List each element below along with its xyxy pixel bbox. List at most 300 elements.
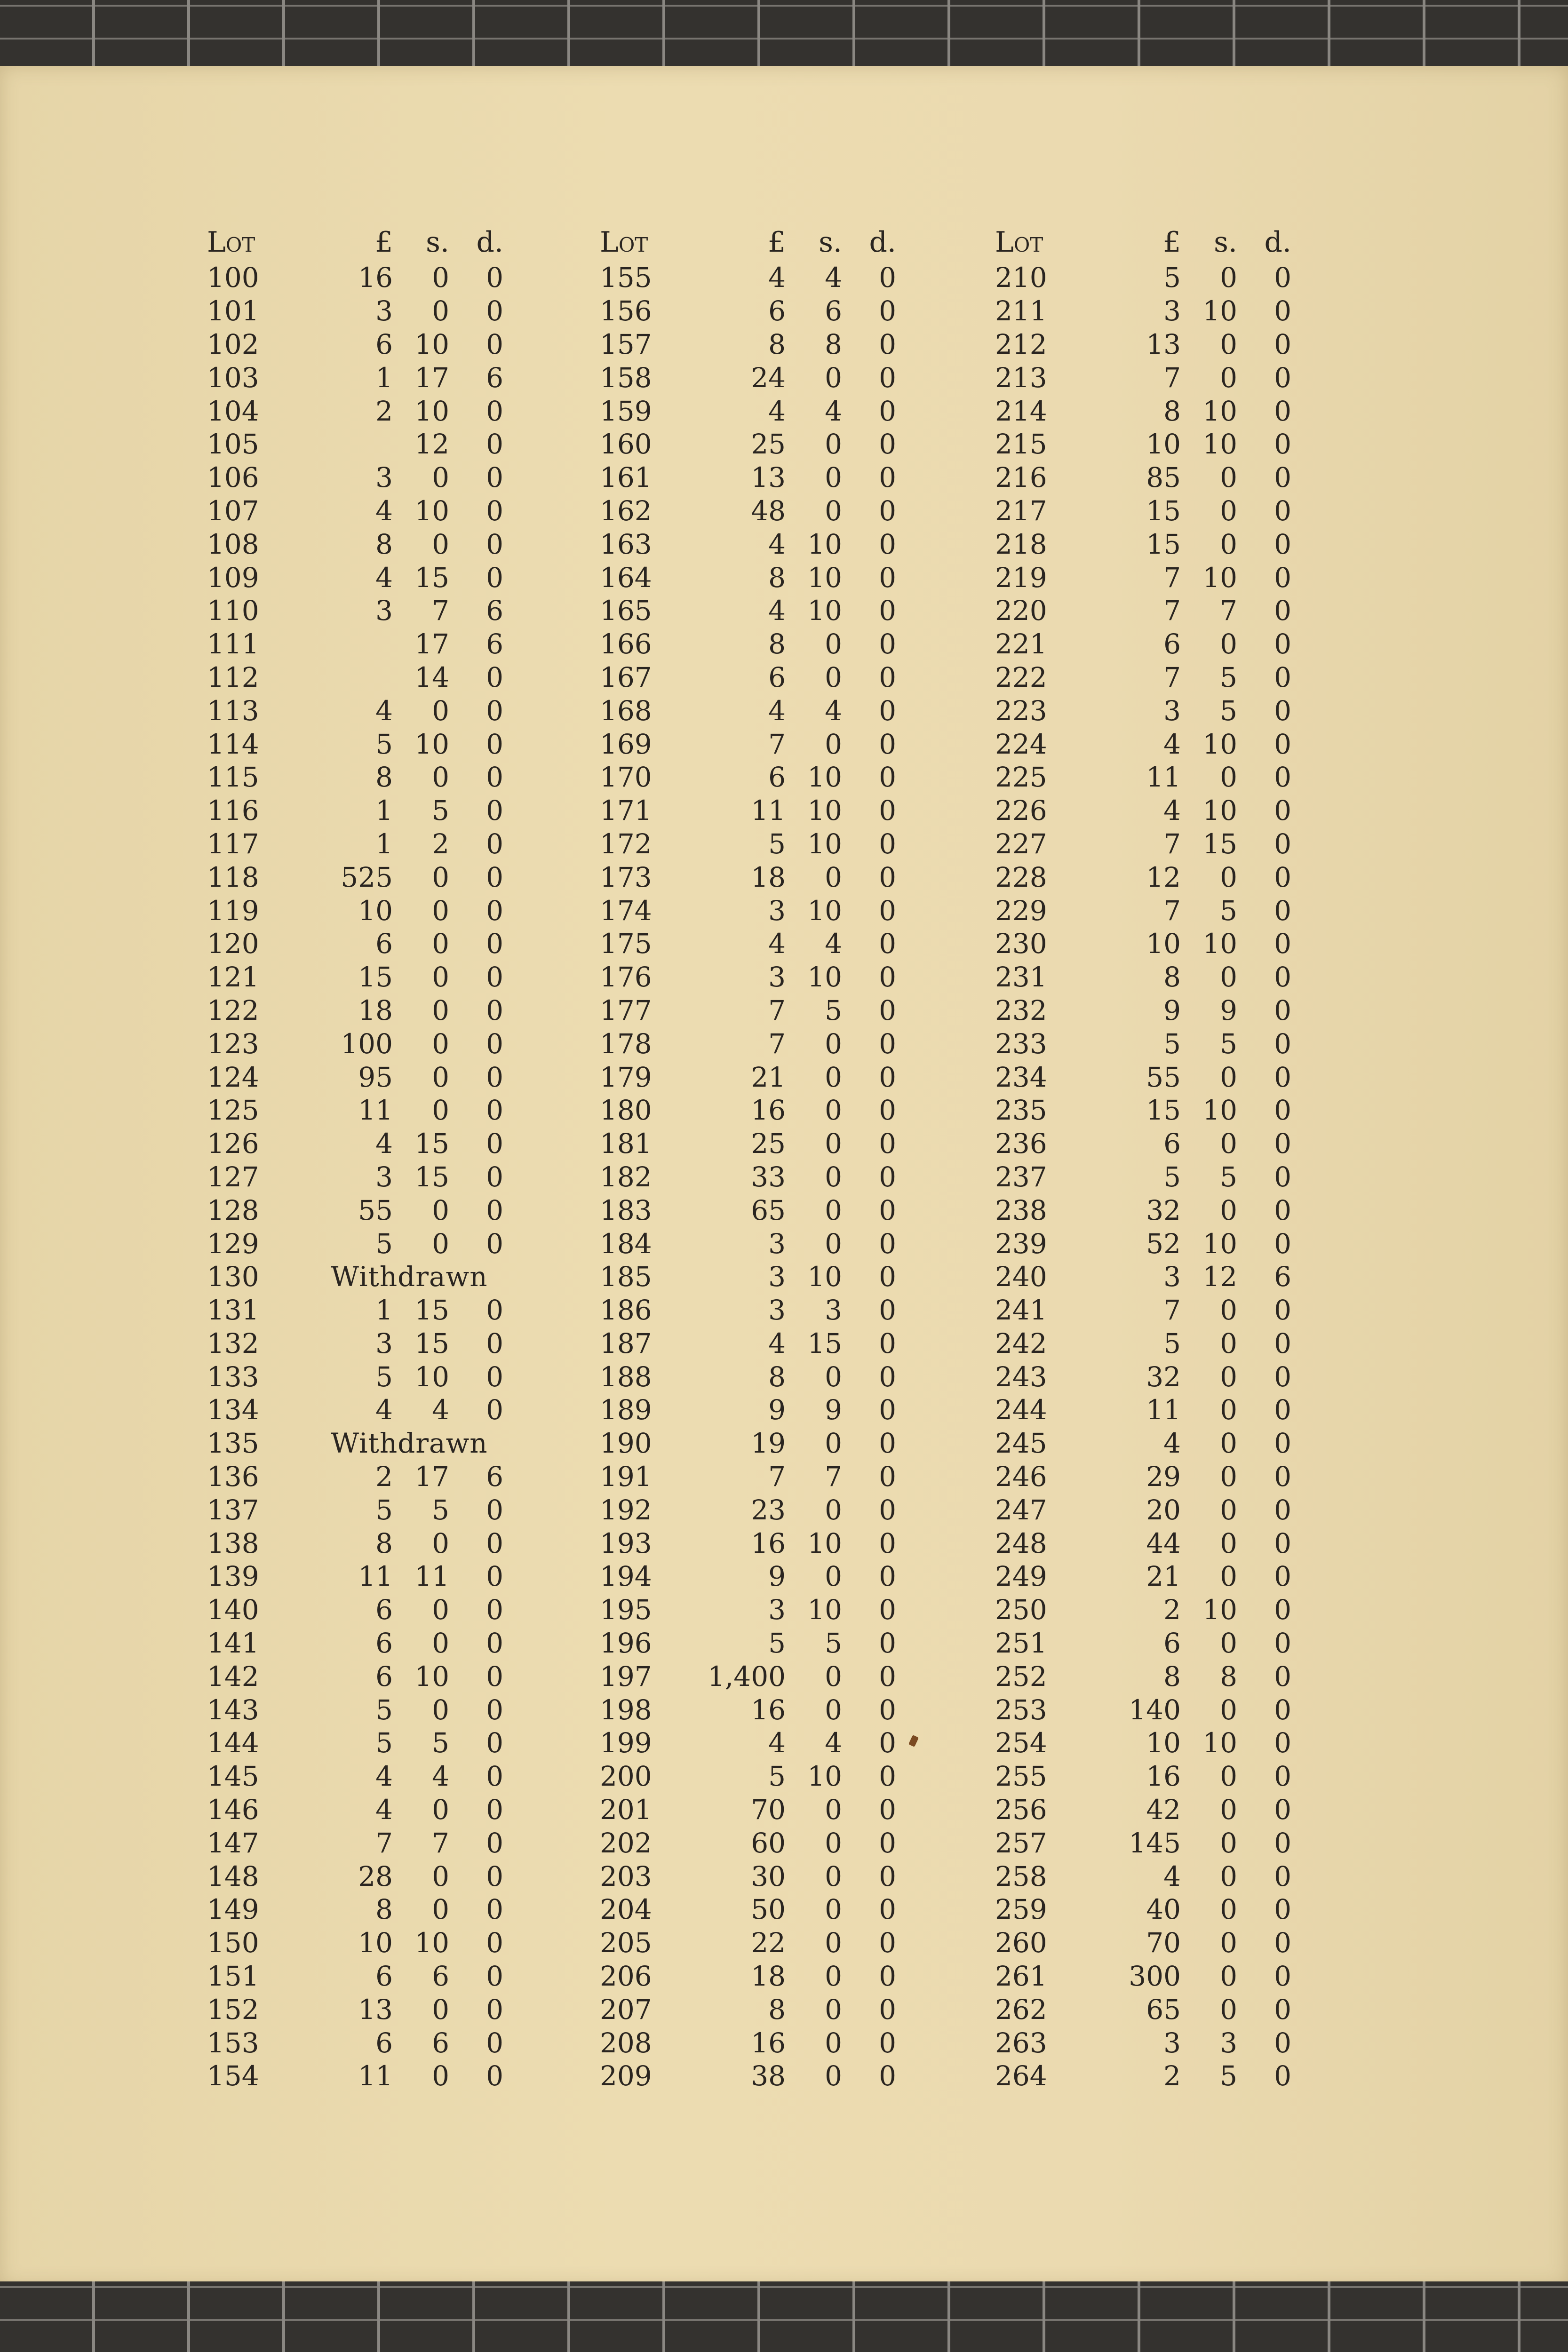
pounds-value: 32 — [1146, 1194, 1181, 1226]
pence-value: 0 — [486, 395, 503, 427]
shillings-value: 0 — [432, 295, 449, 327]
lot-number: 153 — [207, 2026, 259, 2059]
table-row — [600, 1993, 896, 2026]
pence-value: 0 — [879, 2026, 896, 2059]
pounds-value: 6 — [375, 328, 393, 360]
table-row — [207, 794, 513, 827]
lot-number: 115 — [207, 761, 259, 794]
table-row — [207, 1960, 513, 1993]
shillings-value: 10 — [1202, 1227, 1237, 1260]
lot-number: 216 — [995, 461, 1047, 494]
pounds-value: 70 — [751, 1794, 786, 1826]
table-row — [995, 1094, 1291, 1127]
pence-value: 0 — [879, 1660, 896, 1692]
lot-number: 192 — [600, 1494, 652, 1526]
table-row — [995, 727, 1291, 761]
shillings-value: 4 — [432, 1394, 449, 1426]
pence-value: 0 — [486, 1960, 503, 1993]
table-row — [995, 1793, 1291, 1827]
table-row — [207, 927, 513, 961]
pence-value: 0 — [879, 1794, 896, 1826]
pence-value: 0 — [879, 1294, 896, 1327]
shillings-value: 8 — [825, 328, 842, 360]
pounds-value: 4 — [768, 595, 786, 627]
shillings-value: 0 — [825, 861, 842, 893]
shillings-value: 10 — [414, 728, 449, 760]
shillings-value: 0 — [1220, 1327, 1237, 1359]
pence-value: 0 — [486, 1360, 503, 1393]
pounds-value: 28 — [358, 1860, 393, 1892]
pence-value: 0 — [486, 861, 503, 893]
pence-value: 0 — [879, 1027, 896, 1060]
shillings-value: 0 — [825, 1693, 842, 1726]
table-row — [207, 1627, 513, 1660]
pence-value: 0 — [486, 928, 503, 960]
pounds-header: £ — [1162, 226, 1181, 259]
table-row — [600, 1094, 896, 1127]
pounds-value: 7 — [768, 994, 786, 1026]
table-row — [207, 1660, 513, 1693]
pounds-value: 33 — [751, 1160, 786, 1193]
lot-number: 215 — [995, 428, 1047, 461]
pounds-value: 4 — [375, 1794, 393, 1826]
shillings-value: 15 — [414, 1327, 449, 1359]
table-row — [207, 827, 513, 861]
pounds-value: 11 — [1146, 761, 1181, 794]
shillings-value: 10 — [1202, 1727, 1237, 1759]
table-row — [207, 1427, 513, 1460]
lot-number: 141 — [207, 1627, 259, 1660]
pence-value: 0 — [1274, 1360, 1291, 1393]
pounds-value: 65 — [751, 1194, 786, 1226]
pence-value: 0 — [486, 1527, 503, 1559]
pounds-value: 100 — [341, 1027, 393, 1060]
lot-number: 253 — [995, 1693, 1047, 1726]
table-row — [995, 1826, 1291, 1859]
table-row — [207, 1760, 513, 1793]
shillings-value: 10 — [1202, 428, 1237, 461]
table-row — [600, 561, 896, 594]
lot-number: 260 — [995, 1927, 1047, 1959]
pounds-value: 1 — [375, 795, 393, 827]
shillings-value: 0 — [825, 1227, 842, 1260]
pounds-value: 5 — [375, 1227, 393, 1260]
shillings-value: 0 — [825, 661, 842, 693]
lot-number: 182 — [600, 1160, 652, 1193]
shillings-value: 5 — [1220, 1160, 1237, 1193]
table-row — [995, 661, 1291, 694]
table-row — [995, 1660, 1291, 1693]
pounds-value: 4 — [768, 1727, 786, 1759]
pence-value: 0 — [1274, 1327, 1291, 1359]
table-row — [207, 661, 513, 694]
pence-value: 0 — [486, 561, 503, 594]
lot-number: 222 — [995, 661, 1047, 693]
shillings-value: 10 — [807, 761, 842, 794]
shillings-value: 0 — [432, 1693, 449, 1726]
table-row — [995, 2026, 1291, 2059]
lot-number: 227 — [995, 827, 1047, 860]
lot-number: 219 — [995, 561, 1047, 594]
shillings-value: 10 — [414, 1360, 449, 1393]
shillings-value: 10 — [414, 328, 449, 360]
lot-number: 128 — [207, 1194, 259, 1226]
pounds-value: 7 — [768, 1461, 786, 1493]
pence-value: 0 — [1274, 1727, 1291, 1759]
pence-value: 0 — [879, 1494, 896, 1526]
shillings-value: 3 — [1220, 2026, 1237, 2059]
column-header — [207, 223, 513, 261]
pence-value: 0 — [1274, 395, 1291, 427]
lot-number: 230 — [995, 928, 1047, 960]
table-row — [207, 961, 513, 994]
shillings-value: 0 — [432, 1227, 449, 1260]
lot-number: 195 — [600, 1594, 652, 1626]
lot-number: 217 — [995, 494, 1047, 527]
table-row — [600, 1060, 896, 1094]
table-row — [995, 1493, 1291, 1526]
table-row — [207, 860, 513, 894]
pence-value: 0 — [1274, 795, 1291, 827]
table-row — [600, 1893, 896, 1926]
shillings-value: 0 — [1220, 1294, 1237, 1327]
pounds-value: 70 — [1146, 1927, 1181, 1959]
shillings-value: 0 — [825, 1893, 842, 1926]
price-list-page — [0, 66, 1568, 2286]
pounds-value: 8 — [1163, 961, 1181, 993]
lot-number: 207 — [600, 1993, 652, 2026]
pence-value: 0 — [486, 894, 503, 927]
pence-value: 0 — [486, 1827, 503, 1859]
shillings-value: 0 — [1220, 1494, 1237, 1526]
lot-number: 221 — [995, 628, 1047, 660]
lot-number: 240 — [995, 1261, 1047, 1293]
pounds-value: 11 — [751, 795, 786, 827]
pounds-value: 40 — [1146, 1893, 1181, 1926]
table-row — [995, 860, 1291, 894]
lot-number: 232 — [995, 994, 1047, 1026]
shillings-value: 0 — [1220, 1360, 1237, 1393]
pence-value: 0 — [879, 827, 896, 860]
pounds-value: 55 — [358, 1194, 393, 1226]
shillings-value: 9 — [1220, 994, 1237, 1026]
table-row — [207, 1060, 513, 1094]
table-row — [600, 1859, 896, 1893]
table-row — [995, 961, 1291, 994]
pounds-header: £ — [767, 226, 786, 259]
lot-number: 243 — [995, 1360, 1047, 1393]
shillings-value: 10 — [1202, 395, 1237, 427]
lot-number: 138 — [207, 1527, 259, 1559]
pounds-value: 24 — [751, 361, 786, 394]
lot-number: 193 — [600, 1527, 652, 1559]
pence-value: 0 — [486, 528, 503, 560]
table-row — [600, 1427, 896, 1460]
lot-number: 173 — [600, 861, 652, 893]
lot-header: Lot — [600, 226, 648, 259]
lot-number: 148 — [207, 1860, 259, 1892]
shillings-value: 17 — [414, 1461, 449, 1493]
lot-number: 104 — [207, 395, 259, 427]
price-column-3 — [995, 223, 1291, 2093]
pence-value: 0 — [486, 461, 503, 494]
table-row — [995, 1526, 1291, 1560]
lot-number: 142 — [207, 1660, 259, 1692]
shillings-value: 0 — [1220, 1560, 1237, 1593]
pounds-value: 6 — [375, 1960, 393, 1993]
lot-number: 206 — [600, 1960, 652, 1993]
table-row — [207, 1193, 513, 1227]
table-row — [600, 1593, 896, 1627]
table-row — [207, 361, 513, 394]
pounds-value: 7 — [375, 1827, 393, 1859]
table-row — [995, 1260, 1291, 1294]
pence-value: 0 — [1274, 1227, 1291, 1260]
lot-number: 158 — [600, 361, 652, 394]
pounds-value: 7 — [1163, 894, 1181, 927]
pence-value: 0 — [1274, 1794, 1291, 1826]
lot-number: 127 — [207, 1160, 259, 1193]
shillings-value: 0 — [432, 528, 449, 560]
lot-number: 231 — [995, 961, 1047, 993]
table-row — [207, 1560, 513, 1593]
pounds-value: 11 — [358, 1560, 393, 1593]
table-row — [600, 761, 896, 794]
shillings-value: 0 — [1220, 1693, 1237, 1726]
lot-number: 135 — [207, 1427, 259, 1460]
shillings-value: 0 — [825, 628, 842, 660]
pounds-value: 5 — [1163, 1327, 1181, 1359]
lot-number: 245 — [995, 1427, 1047, 1460]
column-header — [995, 223, 1291, 261]
pence-value: 6 — [486, 361, 503, 394]
pounds-value: 8 — [1163, 395, 1181, 427]
pence-value: 0 — [879, 1627, 896, 1660]
pence-value: 0 — [1274, 2060, 1291, 2092]
shillings-value: 10 — [1202, 1594, 1237, 1626]
pounds-value: 8 — [768, 628, 786, 660]
table-row — [995, 1060, 1291, 1094]
table-row — [600, 1027, 896, 1060]
shillings-value: 10 — [807, 528, 842, 560]
pence-value: 0 — [486, 2060, 503, 2092]
table-row — [600, 1726, 896, 1760]
pence-value: 0 — [486, 428, 503, 461]
shillings-value: 0 — [1220, 761, 1237, 794]
pounds-value: 15 — [1146, 494, 1181, 527]
pounds-value: 8 — [375, 1527, 393, 1559]
lot-number: 176 — [600, 961, 652, 993]
lot-number: 110 — [207, 595, 259, 627]
pence-value: 0 — [486, 661, 503, 693]
pounds-value: 5 — [768, 827, 786, 860]
shillings-value: 0 — [825, 1927, 842, 1959]
pence-value: 0 — [486, 1993, 503, 2026]
pounds-value: 5 — [375, 728, 393, 760]
shillings-value: 0 — [825, 1360, 842, 1393]
table-row — [995, 827, 1291, 861]
pence-value: 0 — [486, 295, 503, 327]
pounds-value: 3 — [375, 595, 393, 627]
lot-number: 196 — [600, 1627, 652, 1660]
shillings-value: 4 — [432, 1760, 449, 1793]
shillings-value: 3 — [825, 1294, 842, 1327]
shillings-value: 0 — [825, 2060, 842, 2092]
table-row — [207, 1526, 513, 1560]
table-row — [995, 1427, 1291, 1460]
pounds-value: 4 — [1163, 1860, 1181, 1892]
lot-number: 242 — [995, 1327, 1047, 1359]
shillings-value: 0 — [825, 1960, 842, 1993]
pounds-value: 50 — [751, 1893, 786, 1926]
lot-number: 183 — [600, 1194, 652, 1226]
lot-number: 177 — [600, 994, 652, 1026]
pounds-value: 4 — [768, 1327, 786, 1359]
pence-value: 0 — [486, 1760, 503, 1793]
pounds-value: 3 — [768, 1261, 786, 1293]
pounds-value: 5 — [768, 1627, 786, 1660]
pounds-value: 3 — [375, 461, 393, 494]
table-row — [995, 261, 1291, 294]
pence-value: 0 — [879, 328, 896, 360]
table-row — [995, 1726, 1291, 1760]
shillings-value: 0 — [1220, 1527, 1237, 1559]
lot-number: 159 — [600, 395, 652, 427]
lot-number: 262 — [995, 1993, 1047, 2026]
shillings-value: 0 — [1220, 262, 1237, 294]
pounds-value: 2 — [1163, 2060, 1181, 2092]
pounds-value: 6 — [375, 1627, 393, 1660]
shillings-value: 15 — [414, 1128, 449, 1160]
table-row — [995, 1027, 1291, 1060]
pence-value: 0 — [879, 928, 896, 960]
lot-number: 108 — [207, 528, 259, 560]
lot-number: 145 — [207, 1760, 259, 1793]
pence-value: 0 — [1274, 1560, 1291, 1593]
pounds-value: 13 — [1146, 328, 1181, 360]
shillings-value: 5 — [1220, 661, 1237, 693]
lot-number: 238 — [995, 1194, 1047, 1226]
pounds-value: 1,400 — [707, 1660, 786, 1692]
table-row — [600, 2026, 896, 2059]
pence-value: 0 — [486, 1494, 503, 1526]
shillings-value: 0 — [825, 1061, 842, 1093]
shillings-value: 0 — [432, 961, 449, 993]
lot-number: 126 — [207, 1128, 259, 1160]
lot-number: 263 — [995, 2026, 1047, 2059]
table-row — [600, 494, 896, 528]
pence-value: 0 — [879, 1727, 896, 1759]
pence-value: 0 — [879, 1394, 896, 1426]
shillings-header: s. — [819, 226, 842, 259]
table-row — [995, 1960, 1291, 1993]
shillings-value: 10 — [807, 1527, 842, 1559]
pence-value: 0 — [879, 1927, 896, 1959]
table-row — [995, 1560, 1291, 1593]
table-row — [207, 1859, 513, 1893]
lot-number: 225 — [995, 761, 1047, 794]
pounds-value: 3 — [375, 1160, 393, 1193]
pence-value: 0 — [1274, 728, 1291, 760]
shillings-value: 0 — [1220, 1427, 1237, 1460]
pounds-value: 4 — [768, 395, 786, 427]
shillings-value: 0 — [825, 494, 842, 527]
lot-number: 172 — [600, 827, 652, 860]
table-row — [207, 2059, 513, 2093]
shillings-value: 0 — [432, 1194, 449, 1226]
lot-number: 187 — [600, 1327, 652, 1359]
pounds-value: 6 — [375, 2026, 393, 2059]
pounds-value: 5 — [375, 1494, 393, 1526]
table-row — [600, 961, 896, 994]
pounds-value: 3 — [768, 894, 786, 927]
shillings-value: 15 — [807, 1327, 842, 1359]
pounds-value: 3 — [1163, 694, 1181, 727]
pounds-value: 7 — [1163, 561, 1181, 594]
table-row — [207, 1360, 513, 1393]
table-row — [207, 1227, 513, 1260]
pence-value: 0 — [1274, 1194, 1291, 1226]
pounds-value: 16 — [751, 1527, 786, 1559]
pounds-value: 23 — [751, 1494, 786, 1526]
pounds-value: 145 — [1129, 1827, 1181, 1859]
lot-number: 185 — [600, 1261, 652, 1293]
table-row — [995, 394, 1291, 428]
table-row — [207, 1826, 513, 1859]
table-row — [207, 1327, 513, 1360]
lot-number: 252 — [995, 1660, 1047, 1692]
table-row — [600, 1926, 896, 1960]
shillings-value: 0 — [825, 1660, 842, 1692]
pounds-value: 18 — [358, 994, 393, 1026]
lot-number: 220 — [995, 595, 1047, 627]
table-row — [995, 1926, 1291, 1960]
lot-number: 157 — [600, 328, 652, 360]
pence-value: 0 — [486, 1860, 503, 1892]
pounds-value: 19 — [751, 1427, 786, 1460]
lot-number: 106 — [207, 461, 259, 494]
lot-number: 210 — [995, 262, 1047, 294]
pounds-value: 4 — [375, 694, 393, 727]
pence-value: 0 — [879, 561, 896, 594]
pence-value: 0 — [879, 1360, 896, 1393]
pounds-value: 6 — [768, 295, 786, 327]
pounds-value: 5 — [1163, 262, 1181, 294]
shillings-value: 0 — [825, 1128, 842, 1160]
pounds-value: 5 — [375, 1693, 393, 1726]
pounds-value: 4 — [768, 262, 786, 294]
pence-value: 0 — [879, 494, 896, 527]
pence-value: 0 — [486, 494, 503, 527]
lot-number: 178 — [600, 1027, 652, 1060]
lot-number: 261 — [995, 1960, 1047, 1993]
pounds-value: 42 — [1146, 1794, 1181, 1826]
pounds-value: 48 — [751, 494, 786, 527]
pence-value: 0 — [879, 1594, 896, 1626]
pence-value: 0 — [1274, 461, 1291, 494]
pounds-value: 15 — [1146, 1094, 1181, 1127]
pence-value: 0 — [486, 1027, 503, 1060]
table-row — [995, 1393, 1291, 1427]
shillings-value: 15 — [414, 1294, 449, 1327]
table-row — [600, 1960, 896, 1993]
lot-number: 149 — [207, 1893, 259, 1926]
pence-value: 0 — [1274, 561, 1291, 594]
pounds-value: 1 — [375, 827, 393, 860]
shillings-value: 0 — [1220, 1760, 1237, 1793]
lot-number: 244 — [995, 1394, 1047, 1426]
pounds-value: 3 — [768, 1594, 786, 1626]
